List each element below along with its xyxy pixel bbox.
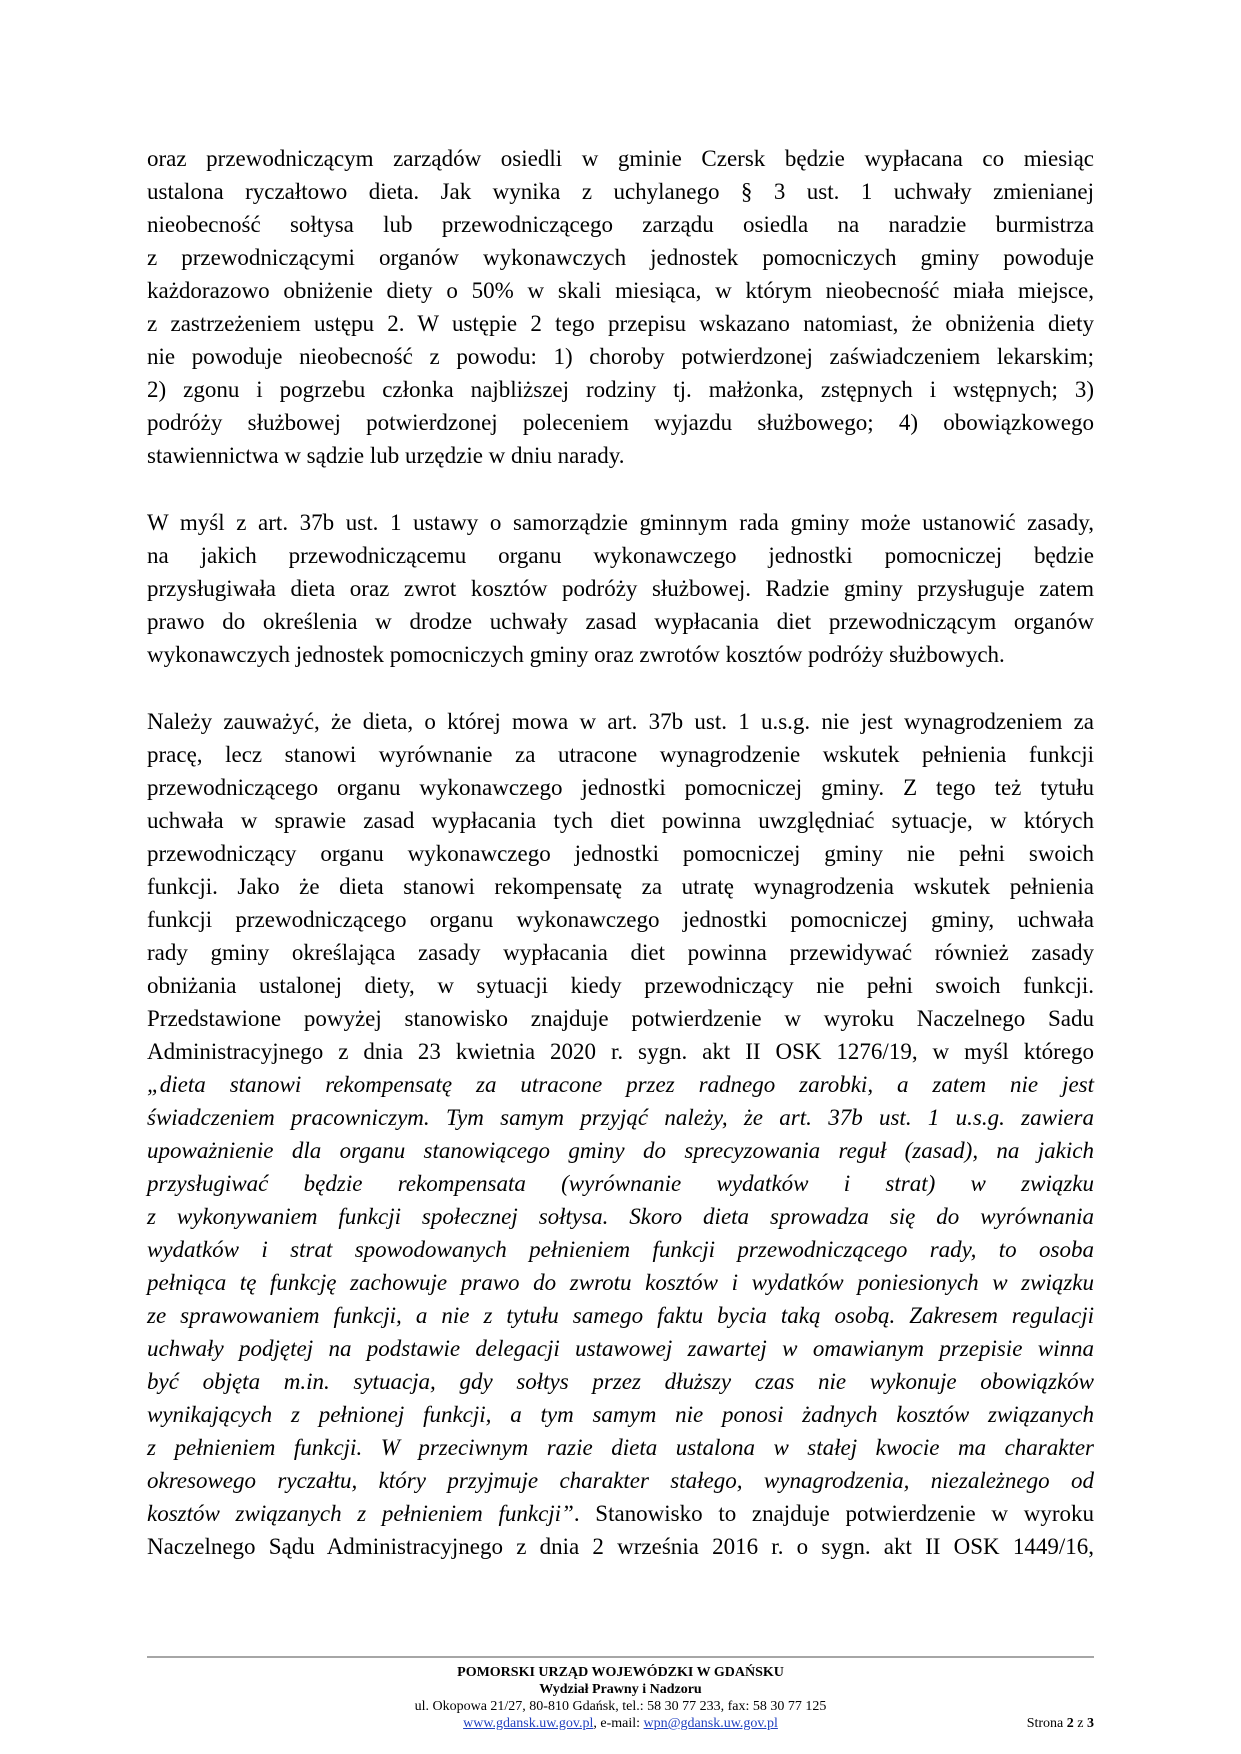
- footer-divider: [147, 1656, 1094, 1658]
- text-line: prawo do określenia w drodze uchwały zasad wypłacania diet przewodniczącym organów: [147, 609, 1094, 634]
- footer-contact: [147, 1715, 1094, 1732]
- quote-line: z pełnieniem funkcji. W przeciwnym razie dieta ustalona w stałej kwocie ma charakter: [147, 1435, 1094, 1460]
- text-line: z przewodniczącymi organów wykonawczych jednostek pomocniczych gminy powoduje: [147, 245, 1094, 270]
- page-total: 3: [1087, 1716, 1094, 1731]
- text-line: przysługiwała dieta oraz zwrot kosztów podróży służbowej. Radzie gminy przysługuje zatem: [147, 576, 1094, 601]
- text-line: uchwała w sprawie zasad wypłacania tych diet powinna uwzględniać sytuacje, w których: [147, 808, 1094, 833]
- paragraph-2: [147, 506, 1094, 671]
- text-line: Naczelnego Sądu Administracyjnego z dnia 2 września 2016 r. o sygn. akt II OSK 1449/16,: [147, 1534, 1094, 1559]
- quote-line: być objęta m.in. sytuacja, gdy sołtys przez dłuższy czas nie wykonuje obowiązków: [147, 1369, 1094, 1394]
- text-line: nie powoduje nieobecność z powodu: 1) choroby potwierdzonej zaświadczeniem lekarskim;: [147, 344, 1094, 369]
- page-current: 2: [1066, 1716, 1074, 1731]
- quote-line: przysługiwać będzie rekompensata (wyrównanie wydatków i strat) w związku: [147, 1171, 1094, 1196]
- quote-line: z wykonywaniem funkcji społecznej sołtysa. Skoro dieta sprowadza się do wyrównania: [147, 1204, 1094, 1229]
- mixed-line: [147, 1497, 1094, 1530]
- text-continuation: . Stanowisko to znajduje potwierdzenie w wyroku: [573, 1501, 1094, 1526]
- text-line: z zastrzeżeniem ustępu 2. W ustępie 2 tego przepisu wskazano natomiast, że obniżenia diety: [147, 311, 1094, 336]
- quote-line: „dieta stanowi rekompensatę za utracone przez radnego zarobki, a zatem nie jest: [147, 1072, 1094, 1097]
- quote-line: wydatków i strat spowodowanych pełnieniem funkcji przewodniczącego rady, to osoba: [147, 1237, 1094, 1262]
- page-footer: [147, 1664, 1094, 1732]
- text-line: Należy zauważyć, że dieta, o której mowa w art. 37b ust. 1 u.s.g. nie jest wynagrodzeniem za: [147, 709, 1094, 734]
- text-line: ustalona ryczałtowo dieta. Jak wynika z uchylanego § 3 ust. 1 uchwały zmienianej: [147, 179, 1094, 204]
- text-line: W myśl z art. 37b ust. 1 ustawy o samorządzie gminnym rada gminy może ustanowić zasady,: [147, 510, 1094, 535]
- text-line: funkcji przewodniczącego organu wykonawczego jednostki pomocniczej gminy, uchwała: [147, 907, 1094, 932]
- text-line: wykonawczych jednostek pomocniczych gminy oraz zwrotów kosztów podróży służbowych.: [147, 642, 1005, 667]
- text-line: oraz przewodniczącym zarządów osiedli w gminie Czersk będzie wypłacana co miesiąc: [147, 146, 1094, 171]
- text-line: pracę, lecz stanowi wyrównanie za utracone wynagrodzenie wskutek pełnienia funkcji: [147, 742, 1094, 767]
- text-line: na jakich przewodniczącemu organu wykonawczego jednostki pomocniczej będzie: [147, 543, 1094, 568]
- quote-line: wynikających z pełnionej funkcji, a tym samym nie ponosi żadnych kosztów związanych: [147, 1402, 1094, 1427]
- text-line: stawiennictwa w sądzie lub urzędzie w dniu narady.: [147, 443, 625, 468]
- quote-line: okresowego ryczałtu, który przyjmuje charakter stałego, wynagrodzenia, niezależnego od: [147, 1468, 1094, 1493]
- text-line: 2) zgonu i pogrzebu członka najbliższej rodziny tj. małżonka, zstępnych i wstępnych; 3): [147, 377, 1094, 402]
- text-line: Administracyjnego z dnia 23 kwietnia 2020 r. sygn. akt II OSK 1276/19, w myśl którego: [147, 1039, 1094, 1064]
- footer-address: ul. Okopowa 21/27, 80-810 Gdańsk, tel.: 58 30 77 233, fax: 58 30 77 125: [414, 1699, 827, 1714]
- page-label: Strona: [1026, 1716, 1067, 1731]
- document-body: [147, 142, 1094, 1563]
- footer-department: Wydział Prawny i Nadzoru: [539, 1682, 702, 1697]
- page-separator: z: [1073, 1716, 1087, 1731]
- quote-end: kosztów związanych z pełnieniem funkcji”: [147, 1501, 574, 1526]
- quote-line: ze sprawowaniem funkcji, a nie z tytułu samego faktu bycia taką osobą. Zakresem regulacji: [147, 1303, 1094, 1328]
- email-link[interactable]: wpn@gdansk.uw.gov.pl: [643, 1716, 778, 1731]
- text-line: obniżania ustalonej diety, w sytuacji kiedy przewodniczący nie pełni swoich funkcji.: [147, 973, 1094, 998]
- text-line: każdorazowo obniżenie diety o 50% w skali miesiąca, w którym nieobecność miała miejsce,: [147, 278, 1094, 303]
- text-line: Przedstawione powyżej stanowisko znajduje potwierdzenie w wyroku Naczelnego Sadu: [147, 1006, 1094, 1031]
- quote-line: upoważnienie dla organu stanowiącego gminy do sprecyzowania reguł (zasad), na jakich: [147, 1138, 1094, 1163]
- paragraph-1: [147, 142, 1094, 472]
- text-line: przewodniczącego organu wykonawczego jednostki pomocniczej gminy. Z tego też tytułu: [147, 775, 1094, 800]
- quote-line: świadczeniem pracowniczym. Tym samym przyjąć należy, że art. 37b ust. 1 u.s.g. zawiera: [147, 1105, 1094, 1130]
- quote-line: pełniąca tę funkcję zachowuje prawo do zwrotu kosztów i wydatków poniesionych w związku: [147, 1270, 1094, 1295]
- paragraph-3: [147, 705, 1094, 1563]
- text-line: podróży służbowej potwierdzonej poleceniem wyjazdu służbowego; 4) obowiązkowego: [147, 410, 1094, 435]
- text-line: rady gminy określająca zasady wypłacania diet powinna przewidywać również zasady: [147, 940, 1094, 965]
- paragraph-spacer: [147, 671, 1094, 705]
- paragraph-spacer: [147, 472, 1094, 506]
- text-line: przewodniczący organu wykonawczego jednostki pomocniczej gminy nie pełni swoich: [147, 841, 1094, 866]
- website-link[interactable]: www.gdansk.uw.gov.pl: [463, 1716, 594, 1731]
- page-number: [1027, 1715, 1094, 1732]
- quote-line: uchwały podjętej na podstawie delegacji ustawowej zawartej w omawianym przepisie winna: [147, 1336, 1094, 1361]
- text-line: nieobecność sołtysa lub przewodniczącego zarządu osiedla na naradzie burmistrza: [147, 212, 1094, 237]
- footer-institution: POMORSKI URZĄD WOJEWÓDZKI W GDAŃSKU: [457, 1665, 784, 1680]
- email-label: , e-mail:: [593, 1716, 644, 1731]
- text-line: funkcji. Jako że dieta stanowi rekompensatę za utratę wynagrodzenia wskutek pełnienia: [147, 874, 1094, 899]
